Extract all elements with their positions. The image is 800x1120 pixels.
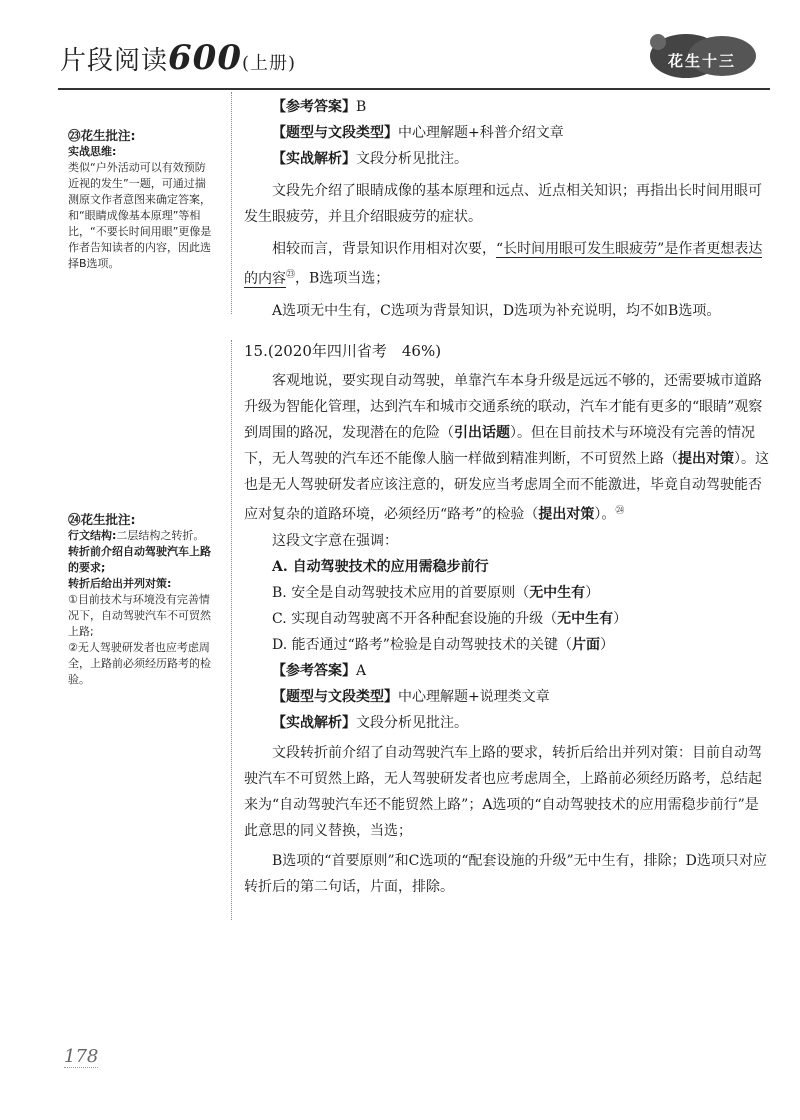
type-label: 【题型与文段类型】 xyxy=(272,125,398,141)
note-item: ②无人驾驶研发者也应考虑周全，上路前必须经历路考的检验。 xyxy=(68,641,211,686)
text-run: 相较而言，背景知识作用相对次要， xyxy=(272,241,496,257)
text-run: ） xyxy=(613,610,628,627)
option-text: B. 安全是自动驾驶技术应用的首要原则（ xyxy=(272,584,530,601)
type-label: 【题型与文段类型】 xyxy=(272,688,398,705)
analysis-paragraph: 文段转折前介绍了自动驾驶汽车上路的要求，转折后给出并列对策：目前自动驾驶汽车不可贸然上路，无人驾驶研发者也应考虑周全，上路前必须经历路考，总结起来为“自动驾驶汽车还不能贸然上路”；A选项的“自动驾驶技术的应用需稳步前行”是此意思的同义替换，当选； xyxy=(244,744,762,839)
option-b xyxy=(244,580,770,606)
column-divider xyxy=(231,340,233,920)
text-run: ） xyxy=(585,584,600,601)
text-run: ）。这也是无人驾驶研发者应该注意的，研发应当考虑周全而不能激进，毕竟自动驾驶能否应对复杂的道路环境，必须经历“路考”的检验（ xyxy=(244,451,769,523)
analysis-paragraph: B选项的“首要原则”和C选项的“配套设施的升级”无中生有，排除；D选项只对应转折后的第二句话，片面，排除。 xyxy=(244,852,767,895)
analysis-paragraph: 文段先介绍了眼睛成像的基本原理和远点、近点相关知识；再指出长时间用眼可发生眼疲劳，并且介绍眼疲劳的症状。 xyxy=(244,183,762,225)
header-rule xyxy=(58,88,770,90)
analysis-value: 文段分析见批注。 xyxy=(356,151,468,167)
note-label: 行文结构: xyxy=(68,529,117,542)
logo-text: 花生十三 xyxy=(668,52,737,70)
type-line xyxy=(244,120,770,146)
analysis-label: 【实战解析】 xyxy=(272,151,356,167)
book-title xyxy=(60,38,296,78)
sidebar-note-23 xyxy=(68,128,216,272)
question-heading: 15.(2020年四川省考 46%) xyxy=(244,342,442,360)
question-stem: 这段文字意在强调： xyxy=(272,532,398,549)
q14-answer-block xyxy=(244,94,770,324)
answer-label: 【参考答案】 xyxy=(272,99,356,115)
sidebar-note-24 xyxy=(68,512,218,688)
text-run: ，B选项当选； xyxy=(295,270,390,287)
text-run: ）。 xyxy=(594,506,616,523)
answer-line xyxy=(244,94,770,120)
title-number: 600 xyxy=(168,38,242,78)
note-label: 转折前介绍自动驾驶汽车上路的要求; xyxy=(68,545,211,574)
q15-passage xyxy=(244,368,770,900)
note-item: ①目前技术与环境没有完善情况下，自动驾驶汽车不可贸然上路; xyxy=(68,593,211,638)
passage-paragraph xyxy=(244,368,770,528)
underlined-text: “长时间用眼可发生眼疲劳”是作者更想表达的内容 xyxy=(244,241,763,287)
analysis-paragraph xyxy=(244,236,770,292)
title-volume: (上册) xyxy=(242,53,297,74)
page-number: 178 xyxy=(64,1046,99,1067)
note-text: 二层结构之转折。 xyxy=(116,529,205,542)
type-line xyxy=(244,684,770,710)
type-value: 中心理解题+说理类文章 xyxy=(398,688,550,705)
note-title: ㉓花生批注: xyxy=(68,128,136,143)
answer-label: 【参考答案】 xyxy=(272,662,356,679)
option-text: D. 能否通过“路考”检验是自动驾驶技术的关键（ xyxy=(272,636,572,653)
note-title: ㉔花生批注: xyxy=(68,512,136,527)
text-run: 客观地说，要实现自动驾驶，单靠汽车本身升级是远远不够的，还需要城市道路升级为智能化管理，达到汽车和城市交通系统的联动，汽车才能有更多的“眼睛”观察到周围的路况，发现潜在的危险（ xyxy=(244,373,763,441)
analysis-line xyxy=(244,146,770,172)
annotation-tag: 提出对策 xyxy=(678,451,734,467)
analysis-label: 【实战解析】 xyxy=(272,714,356,731)
answer-value: B xyxy=(356,99,367,115)
annotation-tag: 无中生有 xyxy=(557,610,614,627)
analysis-line xyxy=(244,710,770,736)
option-c xyxy=(244,606,770,632)
column-divider xyxy=(231,92,233,314)
note-label: 实战思维: xyxy=(68,145,117,158)
annotation-tag: 无中生有 xyxy=(529,584,586,601)
note-label: 转折后给出并列对策: xyxy=(68,577,172,590)
analysis-paragraph: A选项无中生有，C选项为背景知识，D选项为补充说明，均不如B选项。 xyxy=(272,302,721,319)
title-prefix: 片段阅读 xyxy=(60,46,169,76)
option-d xyxy=(244,632,770,658)
option-text: C. 实现自动驾驶离不开各种配套设施的升级（ xyxy=(272,610,558,627)
text-run: ） xyxy=(599,636,614,653)
note-ref: ㉓ xyxy=(286,270,296,280)
type-value: 中心理解题+科普介绍文章 xyxy=(398,125,564,141)
annotation-tag: 提出对策 xyxy=(538,506,595,523)
answer-line xyxy=(244,658,770,684)
annotation-tag: 引出话题 xyxy=(454,425,510,441)
annotation-tag: 片面 xyxy=(571,636,600,653)
answer-value: A xyxy=(356,662,367,679)
text-run: ）。但在目前技术与环境没有完善的情况下，无人驾驶的汽车还不能像人脑一样做到精准判断，不可贸然上路（ xyxy=(244,425,755,467)
option-a: A. 自动驾驶技术的应用需稳步前行 xyxy=(272,558,489,575)
analysis-value: 文段分析见批注。 xyxy=(356,714,468,731)
note-ref: ㉔ xyxy=(615,506,625,516)
note-body: 类似“户外活动可以有效预防近视的发生”一题，可通过揣测原文作者意图来确定答案，和“眼睛成像基本原理”等相比，“不要长时间用眼”更像是作者告知读者的内容，因此选择B选项。 xyxy=(68,161,212,270)
